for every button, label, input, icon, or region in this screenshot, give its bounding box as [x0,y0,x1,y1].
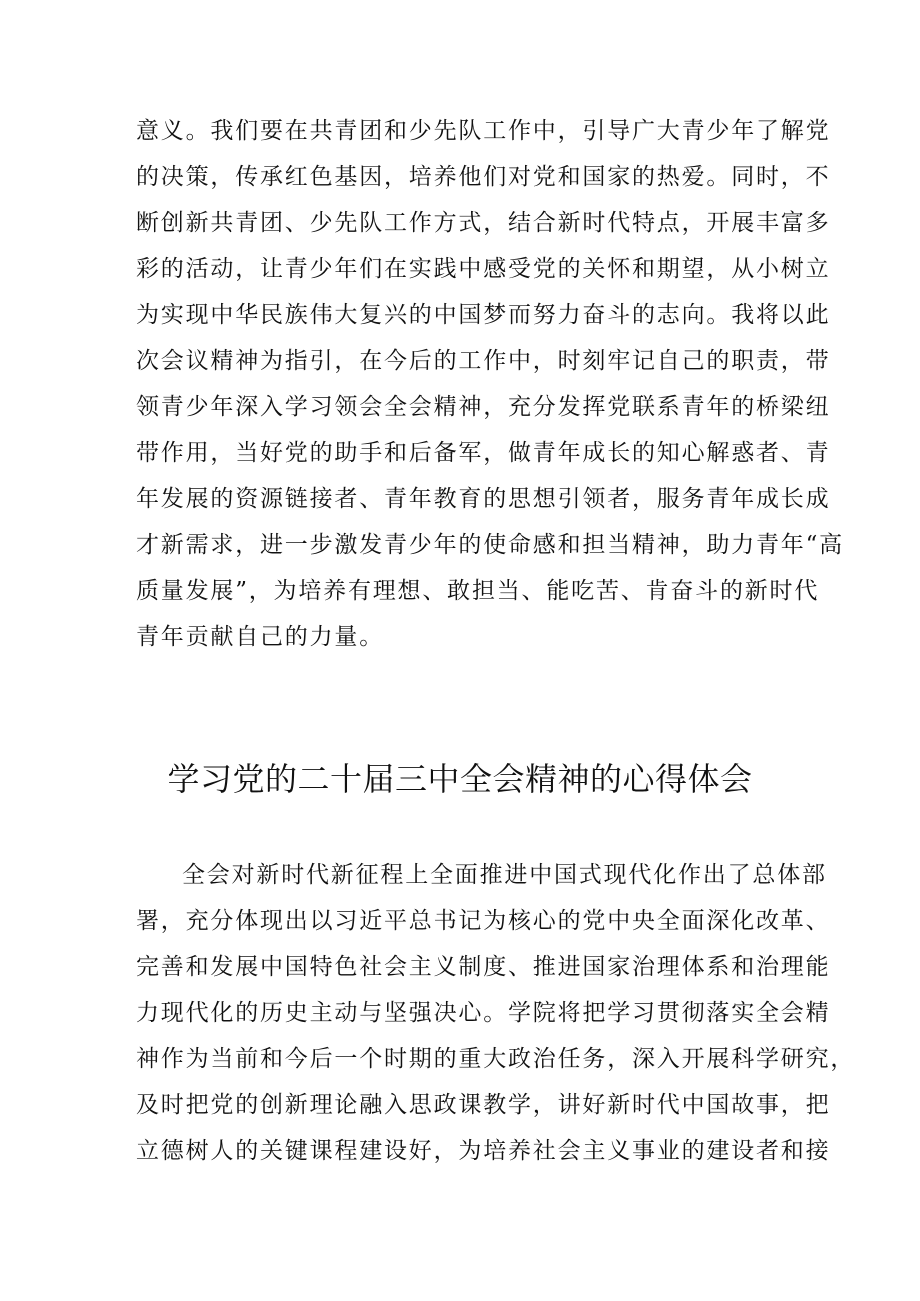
article-title: 学习党的二十届三中全会精神的心得体会 [167,760,753,798]
text-line: 署，充分体现出以习近平总书记为核心的党中央全面深化改革、 [136,908,831,934]
text-line: 次会议精神为指引，在今后的工作中，时刻牢记自己的职责，带 [136,348,831,374]
text-line: 的决策，传承红色基因，培养他们对党和国家的热爱。同时，不 [136,164,831,190]
text-line: 才新需求，进一步激发青少年的使命感和担当精神，助力青年“高 [136,532,844,558]
text-line: 为实现中华民族伟大复兴的中国梦而努力奋斗的志向。我将以此 [136,302,831,328]
text-line: 领青少年深入学习领会全会精神，充分发挥党联系青年的桥梁纽 [136,394,831,420]
text-line: 全会对新时代新征程上全面推进中国式现代化作出了总体部 [182,862,827,888]
text-line: 断创新共青团、少先队工作方式，结合新时代特点，开展丰富多 [136,210,831,236]
text-line: 完善和发展中国特色社会主义制度、推进国家治理体系和治理能 [136,954,831,980]
text-line: 神作为当前和今后一个时期的重大政治任务，深入开展科学研究， [136,1046,856,1072]
text-line: 及时把党的创新理论融入思政课教学，讲好新时代中国故事，把 [136,1092,831,1118]
text-line: 立德树人的关键课程建设好，为培养社会主义事业的建设者和接 [136,1138,831,1164]
text-line: 青年贡献自己的力量。 [136,624,384,650]
text-line: 质量发展”，为培养有理想、敢担当、能吃苦、肯奋斗的新时代 [136,578,820,604]
text-line: 带作用，当好党的助手和后备军，做青年成长的知心解惑者、青 [136,440,831,466]
text-line: 年发展的资源链接者、青年教育的思想引领者，服务青年成长成 [136,486,831,512]
text-line: 意义。我们要在共青团和少先队工作中，引导广大青少年了解党 [136,118,831,144]
text-line: 力现代化的历史主动与坚强决心。学院将把学习贯彻落实全会精 [136,1000,831,1026]
text-line: 彩的活动，让青少年们在实践中感受党的关怀和期望，从小树立 [136,256,831,282]
